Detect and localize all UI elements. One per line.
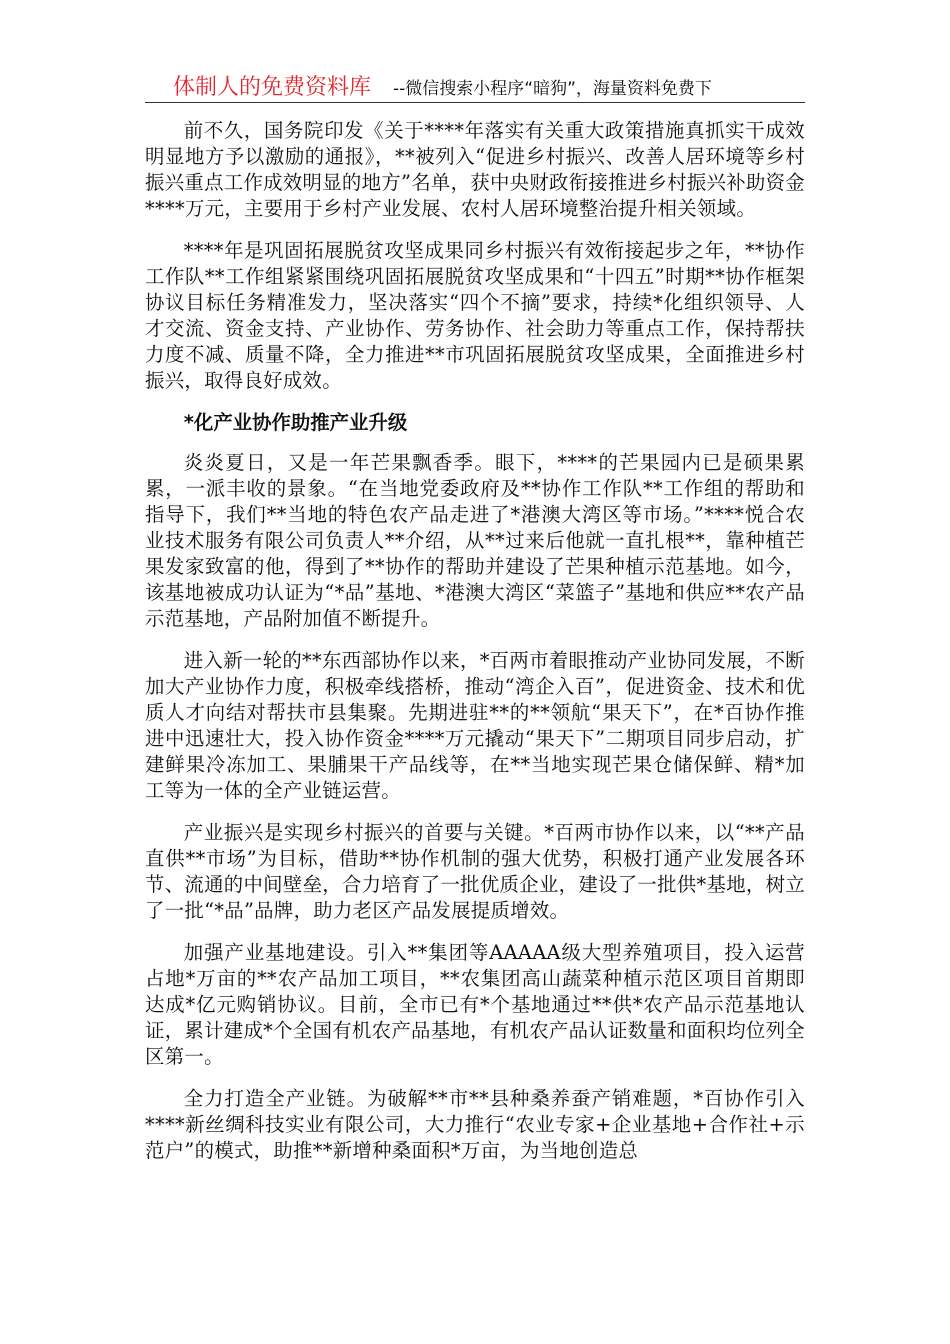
paragraph-overview: ****年是巩固拓展脱贫攻坚成果同乡村振兴有效衔接起步之年，**协作工作队**工作组紧紧围绕巩固拓展脱贫攻坚成果和“十四五”时期**协作框架协议目标任务精准发力，坚决落实“四个不摘”要求，持续*化组织领导、人才交流、资金支持、产业协作、劳务协作、社会助力等重点工作，保持帮扶力度不减、质量不降，全力推进**市巩固拓展脱贫攻坚成果，全面推进乡村振兴，取得良好成效。 <box>145 239 805 392</box>
header-tagline: --微信搜索小程序“暗狗”，海量资料免费下 <box>393 79 712 99</box>
paragraph-chain: 全力打造全产业链。为破解**市**县种桑养蚕产销难题，*百协作引入****新丝绸科技实业有限公司，大力推行“农业专家+企业基地+合作社+示范户”的模式，助推**新增种桑面积*万亩，为当地创造总 <box>145 1087 805 1162</box>
page-header <box>145 68 805 103</box>
document-body <box>145 118 805 1180</box>
paragraph-industry: 产业振兴是实现乡村振兴的首要与关键。*百两市协作以来，以“**产品直供**市场”为目标，借助**协作机制的强大优势，积极打通产业发展各环节、流通的中间壁垒，合力培育了一批优质企业，建设了一批供*基地，树立了一批“*品”品牌，助力老区产品发展提质增效。 <box>145 821 805 922</box>
paragraph-cooperation: 进入新一轮的**东西部协作以来，*百两市着眼推动产业协同发展，不断加大产业协作力度，积极牵线搭桥，推动“湾企入百”，促进资金、技术和优质人才向结对帮扶市县集聚。先期进驻**的**领航“果天下”，在*百协作推进中迅速壮大，投入协作资金****万元撬动“果天下”二期项目同步启动，扩建鲜果冷冻加工、果脯果干产品线等，在**当地实现芒果仓储保鲜、精*加工等为一体的全产业链运营。 <box>145 649 805 802</box>
paragraph-intro: 前不久，国务院印发《关于****年落实有关重大政策措施真抓实干成效明显地方予以激励的通报》，**被列入“促进乡村振兴、改善人居环境等乡村振兴重点工作成效明显的地方”名单，获中央财政衔接推进乡村振兴补助资金****万元，主要用于乡村产业发展、农村人居环境整治提升相关领域。 <box>145 119 806 220</box>
paragraph-base: 加强产业基地建设。引入**集团等AAAAA级大型养殖项目，投入运营占地*万亩的**农产品加工项目，**农集团高山蔬菜种植示范区项目首期即达成*亿元购销协议。目前，全市已有*个基地通过**供*农产品示范基地认证，累计建成*个全国有机农产品基地，有机农产品认证数量和面积均位列全区第一。 <box>145 941 805 1068</box>
paragraph-mango: 炎炎夏日，又是一年芒果飘香季。眼下，****的芒果园内已是硕果累累，一派丰收的景象。“在当地党委政府及**协作工作队**工作组的帮助和指导下，我们**当地的特色农产品走进了*港澳大湾区等市场。”****悦合农业技术服务有限公司负责人**介绍，从**过来后他就一直扎根**，靠种植芒果发家致富的他，得到了**协作的帮助并建设了芒果种植示范基地。如今，该基地被成功认证为“*品”基地、*港澳大湾区“菜篮子”基地和供应**农产品示范基地，产品附加值不断提升。 <box>145 451 805 630</box>
section-heading: *化产业协作助推产业升级 <box>183 411 408 434</box>
header-brand: 体制人的免费资料库 <box>173 75 372 100</box>
